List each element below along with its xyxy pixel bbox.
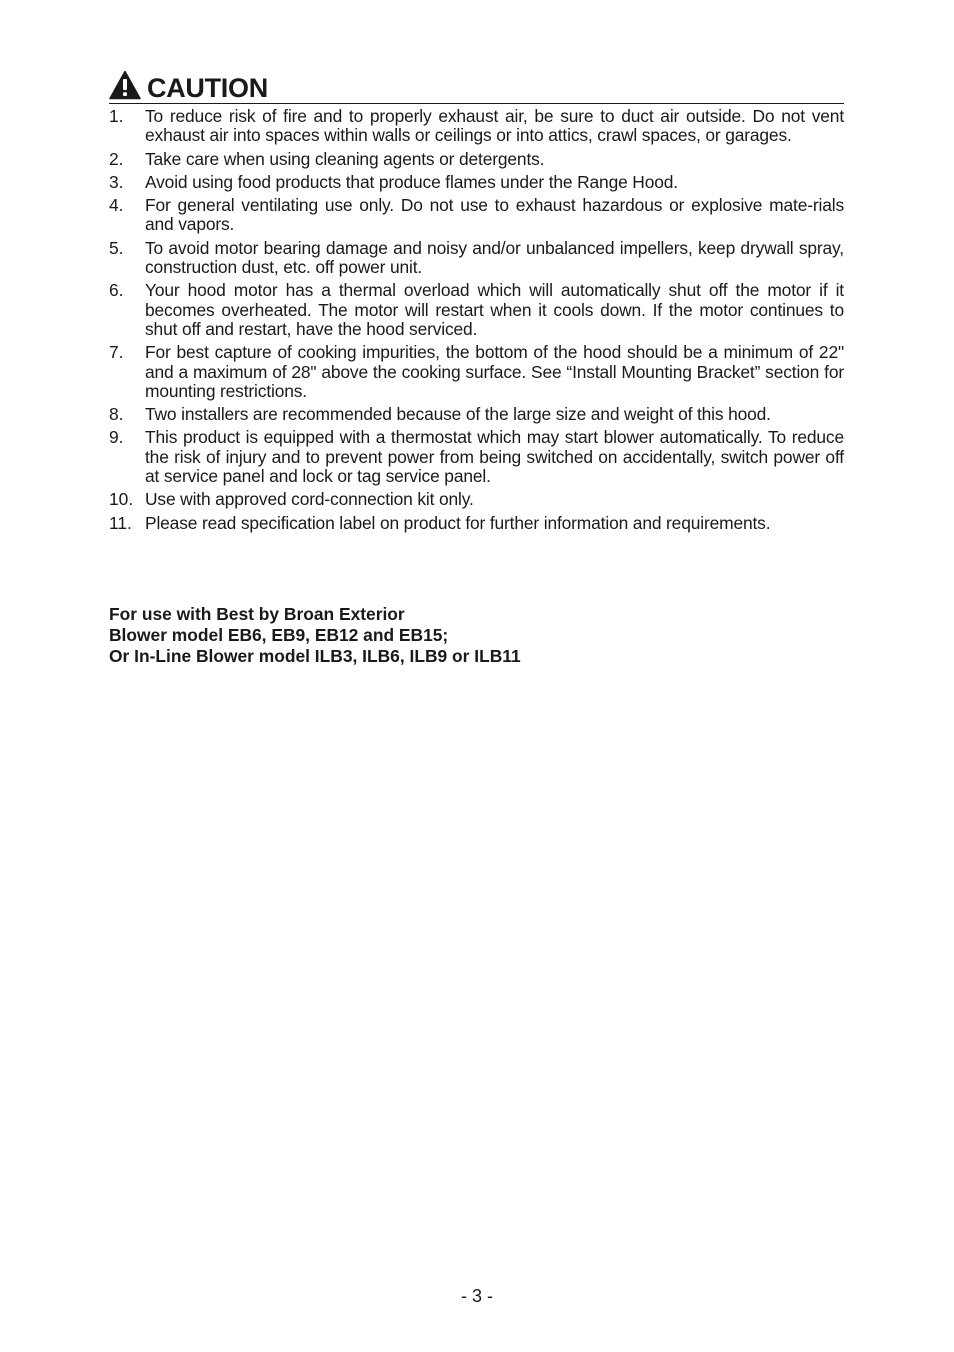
item-text: Please read specification label on product for further information and requirements. <box>145 512 771 533</box>
item-text: For general ventilating use only. Do not use to exhaust hazardous or explosive mate-rials and vapors. <box>145 195 844 235</box>
item-number: 10. <box>109 489 134 510</box>
list-item <box>109 281 844 339</box>
blower-compatibility-note <box>109 604 709 667</box>
item-text: Two installers are recommended because of the large size and weight of this hood. <box>145 404 771 425</box>
blower-note-line: For use with Best by Broan Exterior <box>109 604 405 624</box>
item-text: For best capture of cooking impurities, the bottom of the hood should be a minimum of 22" and a maximum of 28" above the cooking surface. See “Install Mounting Bracket” section for mounting restrictions. <box>145 342 844 401</box>
list-item <box>109 239 844 278</box>
list-item <box>109 343 844 401</box>
list-item <box>109 173 844 192</box>
item-text: Take care when using cleaning agents or detergents. <box>145 148 545 169</box>
item-number: 9. <box>109 427 124 448</box>
list-item <box>109 514 844 533</box>
caution-header <box>109 70 844 104</box>
list-item <box>109 490 844 509</box>
item-text: Use with approved cord-connection kit only. <box>145 489 474 510</box>
list-item <box>109 428 844 486</box>
item-number: 2. <box>109 148 124 169</box>
caution-list <box>109 107 844 537</box>
item-text: This product is equipped with a thermostat which may start blower automatically. To reduce the risk of injury and to prevent power from being switched on accidentally, switch power off at service panel and lock or tag service panel. <box>145 427 844 487</box>
item-text: Avoid using food products that produce flames under the Range Hood. <box>145 171 678 192</box>
item-text: Your hood motor has a thermal overload which will automatically shut off the motor if it becomes overheated. The motor will restart when it cools down. If the motor continues to shut off and restart, have the hood serviced. <box>145 280 844 339</box>
page-number: - 3 - <box>460 1286 493 1306</box>
list-item <box>109 150 844 169</box>
list-item <box>109 405 844 424</box>
item-number: 5. <box>109 237 124 258</box>
item-text: To avoid motor bearing damage and noisy and/or unbalanced impellers, keep drywall spray, construction dust, etc. off power unit. <box>145 237 844 278</box>
blower-note-line: Or In-Line Blower model ILB3, ILB6, ILB9 or ILB11 <box>109 646 521 666</box>
list-item <box>109 196 844 235</box>
item-number: 7. <box>109 342 124 363</box>
item-number: 11. <box>109 512 132 533</box>
blower-note-line: Blower model EB6, EB9, EB12 and EB15; <box>109 625 449 645</box>
item-text: To reduce risk of fire and to properly exhaust air, be sure to duct air outside. Do not vent exhaust air into spaces within walls or ceilings or into attics, crawl spaces, or garages. <box>145 106 844 146</box>
list-item <box>109 107 844 146</box>
item-number: 3. <box>109 171 124 192</box>
item-number: 8. <box>109 404 124 425</box>
item-number: 4. <box>109 195 124 216</box>
caution-title: CAUTION <box>147 73 268 103</box>
item-number: 6. <box>109 280 124 301</box>
item-number: 1. <box>109 106 124 126</box>
warning-triangle-icon <box>109 70 141 100</box>
